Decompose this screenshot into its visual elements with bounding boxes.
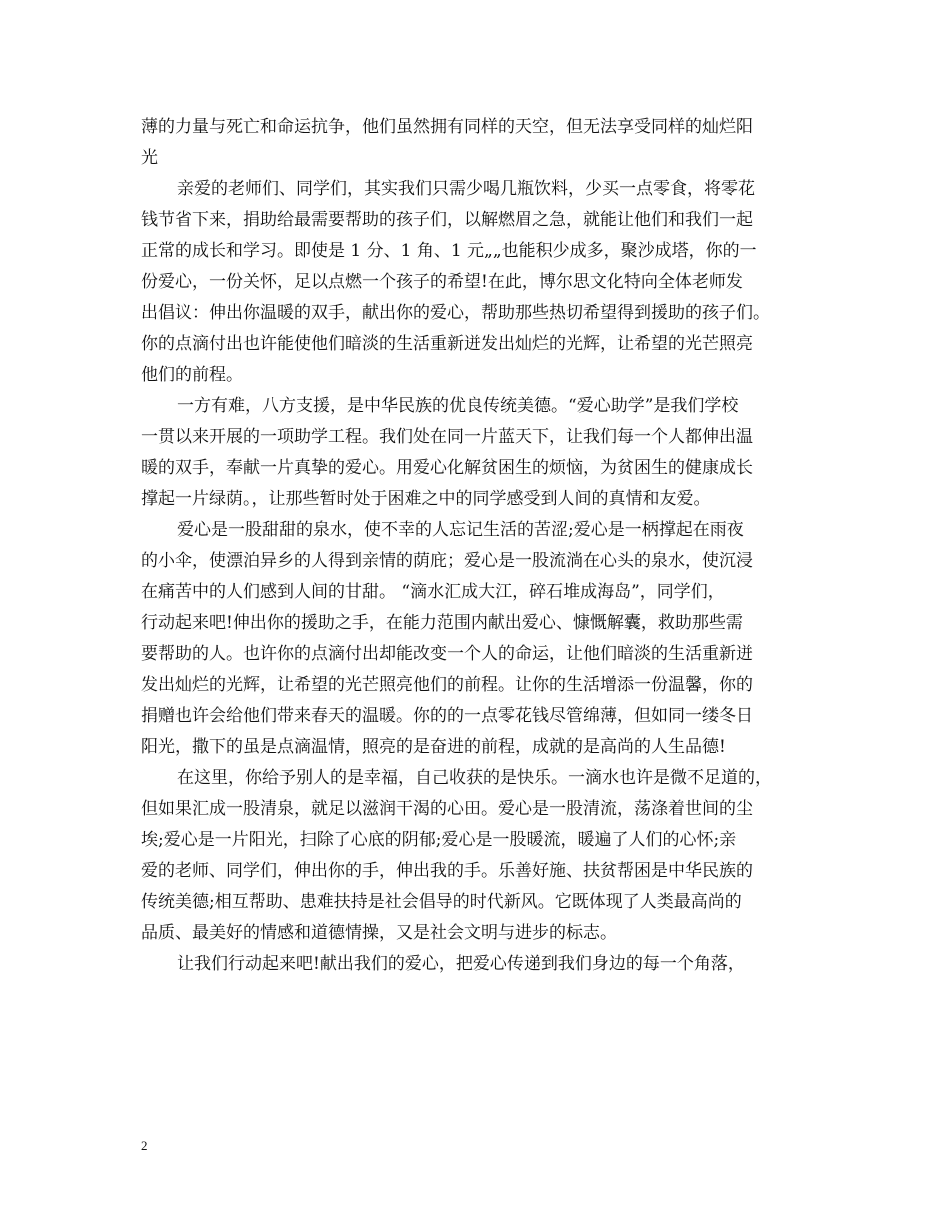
paragraph-first-line: 爱心是一股甜甜的泉水，使不幸的人忘记生活的苦涩;爱心是一柄撑起在雨夜 (177, 520, 744, 540)
text-line: 薄的力量与死亡和命运抗争，他们虽然拥有同样的天空，但无法享受同样的灿烂阳 (141, 117, 753, 137)
text-line: 一贯以来开展的一项助学工程。我们处在同一片蓝天下，让我们每一个人都伸出温 (141, 427, 753, 447)
paragraph-first-line: 在这里，你给予别人的是幸福，自己收获的是快乐。一滴水也许是微不足道的， (177, 768, 772, 788)
paragraph-first-line: 一方有难，八方支援，是中华民族的优良传统美德。“爱心助学”是我们学校 (177, 396, 739, 416)
page-number: 2 (141, 1138, 148, 1153)
text-line: 光 (141, 148, 158, 168)
text-line: 你的点滴付出也许能使他们暗淡的生活重新迸发出灿烂的光辉，让希望的光芒照亮 (141, 334, 753, 354)
text-line: 在痛苦中的人们感到人间的甘甜。 “滴水汇成大江，碎石堆成海岛”，同学们， (141, 582, 725, 602)
text-line: 钱节省下来，捐助给最需要帮助的孩子们，以解燃眉之急，就能让他们和我们一起 (141, 210, 753, 230)
text-line: 传统美德;相互帮助、患难扶持是社会倡导的时代新风。它既体现了人类最高尚的 (141, 892, 742, 912)
text-line: 他们的前程。 (141, 365, 243, 385)
paragraph-first-line: 让我们行动起来吧!献出我们的爱心，把爱心传递到我们身边的每一个角落， (177, 954, 745, 974)
text-line: 出倡议：伸出你温暖的双手，献出你的爱心，帮助那些热切希望得到援助的孩子们。 (141, 303, 770, 323)
text-line: 品质、最美好的情感和道德情操，又是社会文明与进步的标志。 (141, 923, 617, 943)
paragraph-first-line: 亲爱的老师们、同学们，其实我们只需少喝几瓶饮料，少买一点零食，将零花 (177, 179, 755, 199)
text-line: 发出灿烂的光辉，让希望的光芒照亮他们的前程。让你的生活增添一份温馨，你的 (141, 675, 753, 695)
text-line: 份爱心，一份关怀，足以点燃一个孩子的希望!在此，博尔思文化特向全体老师发 (141, 272, 743, 292)
text-line: 暖的双手，奉献一片真挚的爱心。用爱心化解贫困生的烦恼，为贫困生的健康成长 (141, 458, 753, 478)
body-text (141, 112, 821, 980)
text-line: 撑起一片绿荫。，让那些暂时处于困难之中的同学感受到人间的真情和友爱。 (141, 489, 711, 509)
text-line: 爱的老师、同学们，伸出你的手，伸出我的手。乐善好施、扶贫帮困是中华民族的 (141, 861, 753, 881)
text-line: 但如果汇成一股清泉，就足以滋润干渴的心田。爱心是一股清流，荡涤着世间的尘 (141, 799, 753, 819)
text-line: 的小伞，使漂泊异乡的人得到亲情的荫庇；爱心是一股流淌在心头的泉水，使沉浸 (141, 551, 753, 571)
text-line: 行动起来吧!伸出你的援助之手，在能力范围内献出爱心、慷慨解囊，救助那些需 (141, 613, 743, 633)
text-line: 阳光，撒下的虽是点滴温情，照亮的是奋进的前程，成就的是高尚的人生品德! (141, 737, 726, 757)
text-line: 捐赠也许会给他们带来春天的温暖。你的的一点零花钱尽管绵薄，但如同一缕冬日 (141, 706, 753, 726)
text-line: 正常的成长和学习。即使是 1 分、1 角、1 元„„也能积少成多，聚沙成塔，你的一 (141, 241, 757, 261)
text-line: 埃;爱心是一片阳光，扫除了心底的阴郁;爱心是一股暖流，暖遍了人们的心怀;亲 (141, 830, 737, 850)
text-line: 要帮助的人。也许你的点滴付出却能改变一个人的命运，让他们暗淡的生活重新迸 (141, 644, 753, 664)
